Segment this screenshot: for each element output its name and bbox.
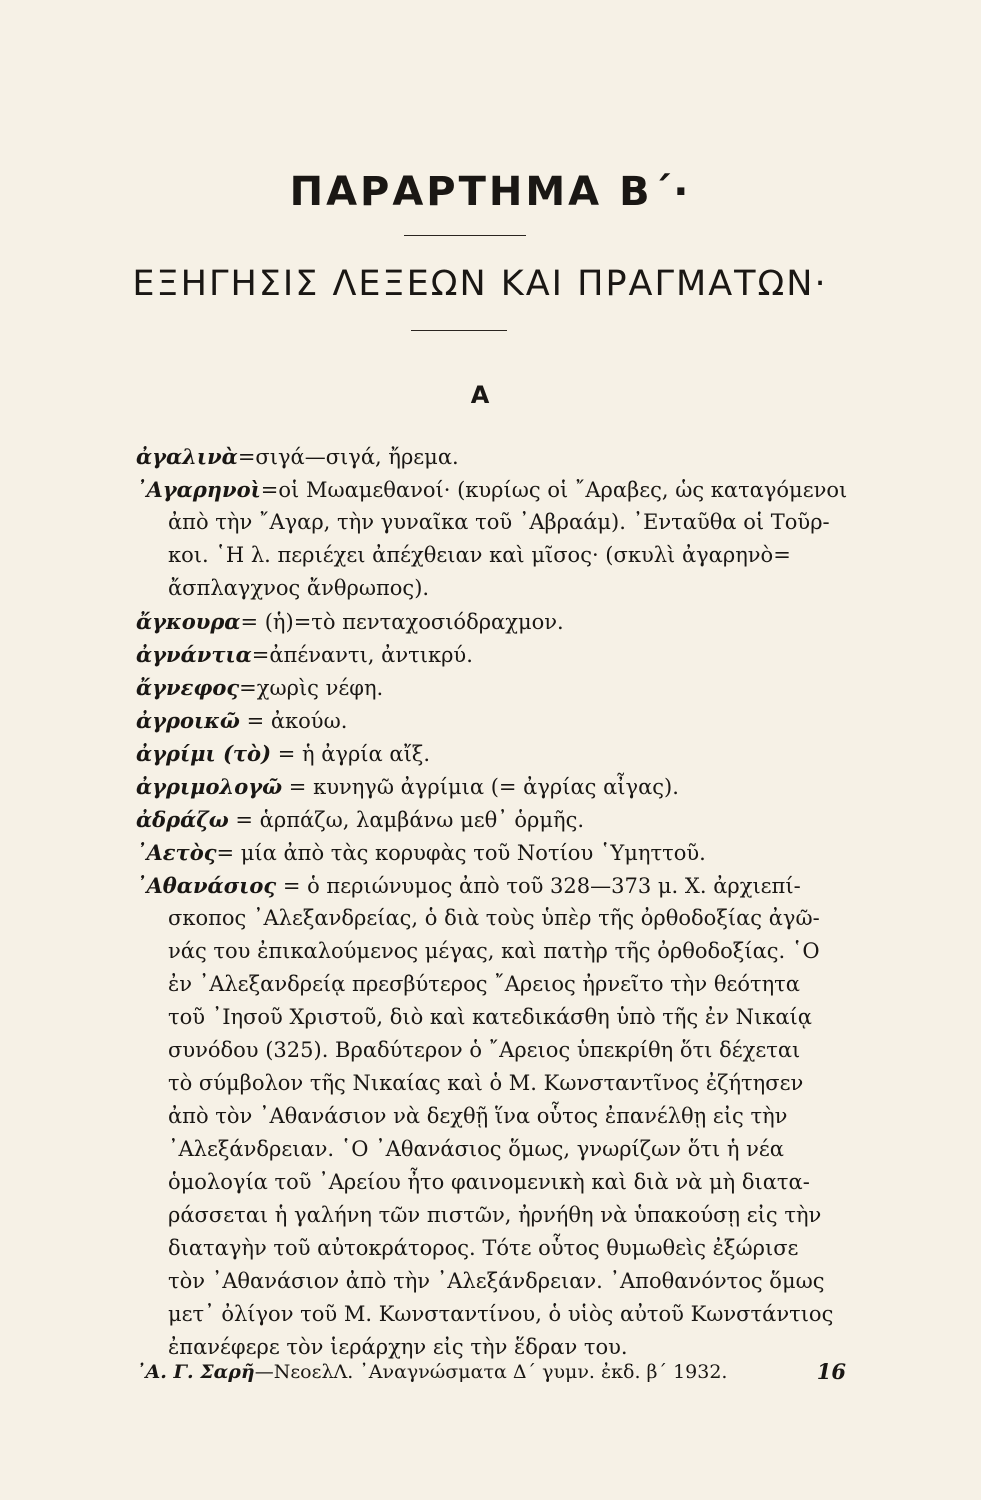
glossary-line — [136, 770, 679, 803]
definition: = ἡ ἀγρία αἴξ. — [271, 742, 431, 766]
definition: =ἀπέναντι, ἀντικρύ. — [251, 643, 473, 667]
definition: = ἀκούω. — [239, 709, 348, 733]
definition: ἐν ᾿Αλεξανδρείᾳ πρεσβύτερος ῎Αρειος ἠρνεῖτο τὴν θεότητα — [168, 972, 800, 996]
glossary-line — [136, 737, 430, 770]
glossary-line — [136, 473, 847, 506]
glossary-line — [168, 1265, 825, 1298]
definition: =χωρὶς νέφη. — [239, 676, 384, 700]
glossary-line — [168, 968, 800, 1001]
definition: ὁμολογία τοῦ ᾿Αρείου ἦτο φαινομενικὴ καὶ διὰ νὰ μὴ διατα- — [168, 1170, 810, 1194]
glossary-line — [136, 836, 706, 869]
glossary-line — [168, 1067, 803, 1100]
glossary-line — [136, 440, 459, 473]
glossary-line — [168, 1298, 833, 1331]
definition: = ἁρπάζω, λαμβάνω μεθ᾿ ὁρμῆς. — [228, 808, 585, 832]
headword: ᾿Αθανάσιος — [136, 873, 277, 898]
section-title: ΕΞΗΓΗΣΙΣ ΛΕΞΕΩΝ ΚΑΙ ΠΡΑΓΜΑΤΩΝ· — [132, 264, 828, 304]
glossary-line — [168, 539, 791, 572]
glossary-line — [168, 1166, 810, 1199]
headword: ἀγνάντια — [136, 642, 252, 667]
definition: ἀπὸ τὸν ᾿Αθανάσιον νὰ δεχθῇ ἵνα οὗτος ἐπανέλθῃ εἰς τὴν — [168, 1104, 788, 1128]
letter-heading: Α — [470, 381, 490, 409]
glossary-line — [168, 1199, 821, 1232]
headword: ᾿Αετὸς — [136, 840, 217, 865]
glossary-line — [168, 935, 820, 968]
glossary-line — [168, 1034, 800, 1067]
definition: = ὁ περιώνυμος ἀπὸ τοῦ 328—373 μ. Χ. ἀρχιεπί- — [276, 874, 801, 898]
definition: ᾿Αλεξάνδρειαν. ῾Ο ᾿Αθανάσιος ὅμως, γνωρίζων ὅτι ἡ νέα — [168, 1137, 784, 1161]
glossary-line — [136, 638, 473, 671]
appendix-title: ΠΑΡΑΡΤΗΜΑ Β΄· — [289, 169, 692, 215]
glossary-line — [168, 506, 830, 539]
glossary-line — [168, 902, 820, 935]
definition: τὸ σύμβολον τῆς Νικαίας καὶ ὁ Μ. Κωνσταντῖνος ἐζήτησεν — [168, 1071, 804, 1095]
glossary-line — [136, 605, 564, 638]
section-divider — [411, 330, 507, 331]
glossary-line — [168, 1100, 787, 1133]
glossary-line — [136, 803, 584, 836]
definition: =οἱ Μωαμεθανοί· (κυρίως οἱ ῎Αραβες, ὡς καταγόμενοι — [260, 478, 848, 502]
glossary-line — [168, 1133, 784, 1166]
definition: νάς του ἐπικαλούμενος μέγας, καὶ πατὴρ τῆς ὀρθοδοξίας. ῾Ο — [168, 939, 820, 963]
footer-author: ᾿Α. Γ. Σαρῆ — [136, 1361, 255, 1383]
definition: ἀπὸ τὴν ῎Αγαρ, τὴν γυναῖκα τοῦ ᾿Αβραάμ). ᾿Ενταῦθα οἱ Τοῦρ- — [168, 510, 830, 534]
title-divider — [404, 235, 526, 236]
page-footer — [136, 1358, 846, 1386]
definition: ράσσεται ἡ γαλήνη τῶν πιστῶν, ἠρνήθη νὰ ὑπακούσῃ εἰς τὴν — [168, 1203, 822, 1227]
definition: συνόδου (325). Βραδύτερον ὁ ῎Αρειος ὑπεκρίθη ὅτι δέχεται — [168, 1038, 801, 1062]
headword: ἄγνεφος — [136, 675, 240, 700]
glossary-line — [168, 1232, 798, 1265]
headword: ἀδράζω — [136, 807, 229, 832]
definition: κοι. ῾Η λ. περιέχει ἀπέχθειαν καὶ μῖσος· (σκυλὶ ἀγαρηνὸ= — [168, 543, 791, 567]
headword: ᾿Αγαρηνοὶ — [136, 477, 261, 502]
glossary-line — [168, 1001, 812, 1034]
headword: ἀγριμολογῶ — [136, 774, 283, 799]
glossary-line — [136, 869, 801, 902]
definition: ἐπανέφερε τὸν ἱεράρχην εἰς τὴν ἕδραν του. — [168, 1335, 628, 1359]
headword: ἀγροικῶ — [136, 708, 240, 733]
footer-citation: —ΝεοελΛ. ᾿Αναγνώσματα Δ΄ γυμν. ἐκδ. β΄ 1932. — [254, 1361, 728, 1383]
glossary-line — [136, 671, 383, 704]
definition: τὸν ᾿Αθανάσιον ἀπὸ τὴν ᾿Αλεξάνδρειαν. ᾿Αποθανόντος ὅμως — [168, 1269, 825, 1293]
definition: ἄσπλαγχνος ἄνθρωπος). — [168, 576, 430, 600]
definition: = κυνηγῶ ἀγρίμια (= ἀγρίας αἶγας). — [282, 775, 679, 799]
definition: τοῦ ᾿Ιησοῦ Χριστοῦ, διὸ καὶ κατεδικάσθη ὑπὸ τῆς ἐν Νικαίᾳ — [168, 1005, 812, 1029]
definition: μετ᾿ ὀλίγον τοῦ Μ. Κωνσταντίνου, ὁ υἱὸς αὐτοῦ Κωνστάντιος — [168, 1302, 834, 1326]
definition: σκοπος ᾿Αλεξανδρείας, ὁ διὰ τοὺς ὑπὲρ τῆς ὀρθοδοξίας ἀγῶ- — [168, 906, 820, 930]
definition: = (ἡ)=τὸ πενταχοσιόδραχμον. — [240, 610, 564, 634]
definition: διαταγὴν τοῦ αὐτοκράτορος. Τότε οὗτος θυμωθεὶς ἐξώρισε — [168, 1236, 799, 1260]
headword: ἄγκουρα — [136, 609, 241, 634]
headword: ἀγρίμι (τὸ) — [136, 741, 272, 766]
headword: ἀγαλινὰ — [136, 444, 238, 469]
definition: = μία ἀπὸ τὰς κορυφὰς τοῦ Νοτίου ῾Υμηττοῦ. — [216, 841, 706, 865]
glossary-line — [136, 704, 347, 737]
glossary-line — [168, 572, 429, 605]
definition: =σιγά—σιγά, ἤρεμα. — [237, 445, 459, 469]
page-number: 16 — [816, 1359, 846, 1384]
